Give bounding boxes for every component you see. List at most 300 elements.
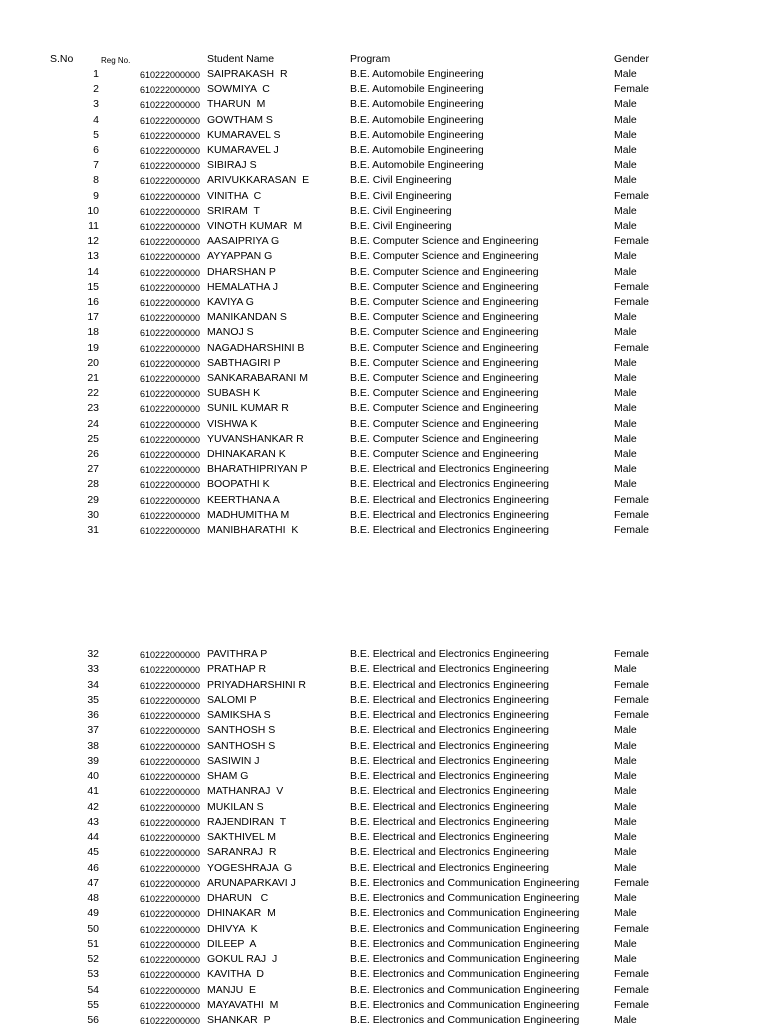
reg-no-cell: 610222000000 [140,282,201,293]
program-cell: B.E. Electrical and Electronics Engineering [350,678,550,691]
reg-no-cell: 610222000000 [140,206,201,217]
program-cell: B.E. Computer Science and Engineering [350,326,539,339]
sno-cell: 1 [93,68,99,80]
student-name-cell: SAMIKSHA S [207,709,271,721]
gender-cell: Female [614,524,650,536]
sno-cell: 43 [87,815,99,828]
program-cell: B.E. Automobile Engineering [350,98,484,111]
program-cell: B.E. Electrical and Electronics Engineering [350,478,550,491]
reg-no-cell: 610222000000 [140,404,201,415]
student-name-cell: BHARATHIPRIYAN P [207,463,308,476]
program-cell: B.E. Computer Science and Engineering [350,250,539,263]
reg-no-cell: 610222000000 [140,665,201,676]
reg-no-cell: 610222000000 [140,1000,201,1011]
reg-no-cell: 610222000000 [140,358,201,369]
sno-cell: 22 [87,387,99,400]
sno-cell: 35 [87,693,99,706]
table-row [0,341,768,356]
sno-cell: 48 [87,892,99,904]
sno-cell: 24 [87,417,99,430]
gender-cell: Male [614,953,637,965]
table-row [0,861,768,876]
sno-cell: 28 [87,478,99,491]
student-name-cell: VINOTH KUMAR M [207,220,303,232]
program-cell: B.E. Electrical and Electronics Engineering [350,663,550,676]
sno-cell: 53 [87,968,99,981]
gender-cell: Male [614,250,637,263]
student-name-cell: MANIBHARATHI K [207,524,299,536]
gender-cell: Male [614,770,637,782]
sno-cell: 4 [93,113,99,126]
program-cell: B.E. Electronics and Communication Engineering [350,953,580,965]
table-row [0,769,768,784]
gender-cell: Female [614,280,650,293]
table-row [0,234,768,249]
reg-no-cell: 610222000000 [140,450,201,460]
reg-no-cell: 610222000000 [140,848,201,859]
sno-cell: 16 [87,296,99,308]
table-row [0,662,768,677]
program-cell: B.E. Computer Science and Engineering [350,265,539,278]
sno-cell: 19 [87,341,99,354]
program-cell: B.E. Electrical and Electronics Engineering [350,709,550,721]
gender-cell: Male [614,846,637,859]
reg-no-cell: 610222000000 [140,939,201,950]
sno-cell: 8 [93,174,99,187]
gender-cell: Female [614,189,650,202]
gender-cell: Female [614,83,650,96]
table-row [0,983,768,998]
gender-cell: Male [614,387,637,400]
sno-cell: 10 [87,204,99,217]
sno-cell: 21 [87,372,99,384]
student-name-cell: KUMARAVEL J [207,144,279,156]
gender-cell: Male [614,448,637,460]
sno-cell: 11 [88,220,99,232]
table-row [0,113,768,128]
student-name-cell: MATHANRAJ V [207,785,284,798]
student-name-cell: AYYAPPAN G [207,250,273,263]
gender-cell: Male [614,724,637,737]
table-row [0,447,768,462]
gender-cell: Female [614,693,650,706]
sno-cell: 26 [87,448,99,460]
table-row [0,830,768,845]
student-name-cell: NAGADHARSHINI B [207,341,305,354]
table-row [0,280,768,295]
table-row [0,82,768,97]
program-cell: B.E. Civil Engineering [350,204,452,217]
student-name-cell: ARIVUKKARASAN E [207,174,310,187]
student-name-cell: GOWTHAM S [207,113,273,126]
program-cell: B.E. Electrical and Electronics Engineering [350,815,550,828]
reg-no-cell: 610222000000 [140,741,201,752]
reg-no-cell: 610222000000 [140,650,201,660]
table-row [0,477,768,492]
sno-cell: 12 [87,235,99,248]
reg-no-cell: 610222000000 [140,787,201,798]
student-name-cell: THARUN M [207,98,266,111]
sno-cell: 52 [87,953,99,965]
reg-no-cell: 610222000000 [140,267,201,278]
table-row [0,325,768,340]
table-row [0,708,768,723]
reg-no-cell: 610222000000 [140,894,201,904]
reg-no-cell: 610222000000 [140,863,201,874]
gender-cell: Male [614,265,637,278]
sno-cell: 49 [87,907,99,920]
reg-no-cell: 610222000000 [140,313,201,324]
sno-cell: 44 [87,831,99,843]
sno-cell: 13 [87,250,99,263]
student-name-cell: MADHUMITHA M [207,508,290,521]
reg-no-cell: 610222000000 [140,495,201,506]
table-row [0,356,768,371]
sno-cell: 7 [93,159,99,172]
gender-cell: Male [614,68,637,80]
table-row [0,204,768,219]
reg-no-cell: 610222000000 [140,176,201,187]
program-cell: B.E. Computer Science and Engineering [350,448,539,460]
reg-no-cell: 610222000000 [140,389,201,400]
reg-no-cell: 610222000000 [140,680,201,691]
reg-no-cell: 610222000000 [140,298,201,308]
student-name-cell: SAKTHIVEL M [207,831,277,843]
program-cell: B.E. Electrical and Electronics Engineering [350,508,550,521]
gender-cell: Male [614,785,637,798]
sno-cell: 6 [93,144,99,156]
student-name-cell: SOWMIYA C [207,83,270,96]
gender-cell: Male [614,663,637,676]
student-name-cell: MANJU E [207,983,257,996]
gender-cell: Male [614,861,637,874]
sno-cell: 40 [87,770,99,782]
gender-cell: Male [614,326,637,339]
sno-cell: 25 [87,432,99,445]
program-cell: B.E. Automobile Engineering [350,159,484,172]
reg-no-cell: 610222000000 [140,328,201,339]
sno-cell: 3 [93,98,99,111]
table-row [0,401,768,416]
student-name-cell: MANOJ S [207,326,254,339]
program-cell: B.E. Civil Engineering [350,174,452,187]
table-row [0,845,768,860]
gender-cell: Male [614,417,637,430]
program-cell: B.E. Automobile Engineering [350,113,484,126]
table-row [0,754,768,769]
sno-cell: 30 [87,508,99,521]
program-cell: B.E. Electronics and Communication Engineering [350,892,580,904]
student-name-cell: HEMALATHA J [207,280,278,293]
gender-cell: Female [614,648,650,660]
table-row [0,432,768,447]
sno-cell: 32 [87,648,99,660]
reg-no-cell: 610222000000 [140,955,201,965]
reg-no-cell: 610222000000 [140,343,201,354]
gender-cell: Female [614,296,650,308]
student-name-cell: KAVITHA D [207,968,264,981]
reg-no-cell: 610222000000 [140,711,201,721]
reg-no-cell: 610222000000 [140,161,201,172]
student-name-cell: SAIPRAKASH R [207,68,288,80]
program-cell: B.E. Automobile Engineering [350,68,484,80]
reg-no-cell: 610222000000 [140,909,201,920]
gender-cell: Male [614,478,637,491]
reg-no-cell: 610222000000 [140,465,201,476]
reg-no-cell: 610222000000 [140,146,201,156]
header-reg-no: Reg No. [101,56,131,65]
table-row [0,143,768,158]
reg-no-cell: 610222000000 [140,434,201,445]
table-row [0,815,768,830]
gender-cell: Male [614,220,637,232]
table-row [0,310,768,325]
reg-no-cell: 610222000000 [140,772,201,782]
reg-no-cell: 610222000000 [140,726,201,737]
student-name-cell: SUBASH K [207,387,261,400]
student-name-cell: SALOMI P [207,693,257,706]
student-name-cell: SUNIL KUMAR R [207,402,289,415]
student-name-cell: KEERTHANA A [207,493,280,506]
student-name-cell: KAVIYA G [207,296,254,308]
student-name-cell: SARANRAJ R [207,846,277,859]
program-cell: B.E. Civil Engineering [350,189,452,202]
program-cell: B.E. Electronics and Communication Engineering [350,983,580,996]
sno-cell: 15 [87,280,99,293]
program-cell: B.E. Computer Science and Engineering [350,341,539,354]
header-gender: Gender [614,53,650,65]
table-row [0,723,768,738]
table-row [0,678,768,693]
student-name-cell: VISHWA K [207,417,258,430]
gender-cell: Male [614,432,637,445]
student-name-cell: MAYAVATHI M [207,998,279,1011]
reg-no-cell: 610222000000 [140,878,201,889]
table-header [0,52,768,67]
sno-cell: 31 [87,524,99,536]
gender-cell: Female [614,998,650,1011]
gender-cell: Male [614,311,637,324]
gender-cell: Male [614,174,637,187]
program-cell: B.E. Electrical and Electronics Engineering [350,524,550,536]
student-name-cell: KUMARAVEL S [207,128,281,141]
reg-no-cell: 610222000000 [140,85,201,96]
program-cell: B.E. Computer Science and Engineering [350,311,539,324]
program-cell: B.E. Electrical and Electronics Engineering [350,846,550,859]
program-cell: B.E. Computer Science and Engineering [350,372,539,384]
sno-cell: 51 [87,937,99,950]
gender-cell: Female [614,709,650,721]
header-sno: S.No [50,53,74,65]
sno-cell: 5 [93,128,99,141]
gender-cell: Male [614,402,637,415]
table-row [0,739,768,754]
program-cell: B.E. Electrical and Electronics Engineering [350,800,550,813]
program-cell: B.E. Electrical and Electronics Engineering [350,493,550,506]
student-name-cell: SASIWIN J [207,754,260,767]
sno-cell: 20 [87,356,99,369]
sno-cell: 41 [87,785,99,798]
sno-cell: 39 [87,754,99,767]
table-row [0,265,768,280]
program-cell: B.E. Computer Science and Engineering [350,280,539,293]
gender-cell: Female [614,235,650,248]
program-cell: B.E. Computer Science and Engineering [350,402,539,415]
gender-cell: Male [614,739,637,752]
program-cell: B.E. Computer Science and Engineering [350,296,539,308]
gender-cell: Male [614,907,637,920]
reg-no-cell: 610222000000 [140,817,201,828]
student-name-cell: YOGESHRAJA G [207,861,293,874]
table-row [0,128,768,143]
reg-no-cell: 610222000000 [140,237,201,248]
gender-cell: Female [614,922,650,935]
student-name-cell: SANTHOSH S [207,724,276,737]
student-name-cell: SHANKAR P [207,1014,271,1026]
header-student-name: Student Name [207,53,275,65]
sno-cell: 47 [87,876,99,889]
table-row [0,1013,768,1028]
sno-cell: 18 [87,326,99,339]
table-row [0,371,768,386]
student-name-cell: DHINAKAR M [207,907,276,920]
gender-cell: Female [614,493,650,506]
student-name-cell: SRIRAM T [207,204,260,217]
program-cell: B.E. Computer Science and Engineering [350,417,539,430]
reg-no-cell: 610222000000 [140,222,201,232]
table-row [0,493,768,508]
gender-cell: Male [614,937,637,950]
table-row [0,876,768,891]
sno-cell: 27 [87,463,99,476]
gender-cell: Male [614,356,637,369]
student-name-cell: SIBIRAJ S [207,159,257,172]
table-row [0,998,768,1013]
table-row [0,386,768,401]
table-row [0,800,768,815]
program-cell: B.E. Automobile Engineering [350,144,484,156]
reg-no-cell: 610222000000 [140,100,201,111]
reg-no-cell: 610222000000 [140,970,201,981]
student-name-cell: SANTHOSH S [207,739,276,752]
table-row [0,647,768,662]
gender-cell: Female [614,876,650,889]
table-row [0,158,768,173]
program-cell: B.E. Civil Engineering [350,220,452,232]
reg-no-cell: 610222000000 [140,756,201,767]
table-row [0,97,768,112]
table-row [0,784,768,799]
reg-no-cell: 610222000000 [140,985,201,996]
student-name-cell: SANKARABARANI M [207,372,308,384]
program-cell: B.E. Electronics and Communication Engineering [350,922,580,935]
student-name-cell: DHINAKARAN K [207,448,286,460]
sno-cell: 33 [87,663,99,676]
program-cell: B.E. Electronics and Communication Engineering [350,1014,580,1026]
gender-cell: Female [614,508,650,521]
program-cell: B.E. Electrical and Electronics Engineering [350,861,550,874]
table-row [0,952,768,967]
student-name-cell: DHIVYA K [207,922,258,935]
program-cell: B.E. Electronics and Communication Engineering [350,907,580,920]
program-cell: B.E. Electronics and Communication Engineering [350,876,580,889]
reg-no-cell: 610222000000 [140,802,201,813]
table-row [0,67,768,82]
reg-no-cell: 610222000000 [140,191,201,202]
student-name-cell: PRATHAP R [207,663,267,676]
gender-cell: Female [614,968,650,981]
student-name-cell: DILEEP A [207,937,257,950]
sno-cell: 2 [93,83,99,96]
table-row [0,967,768,982]
reg-no-cell: 610222000000 [140,924,201,935]
sno-cell: 45 [87,846,99,859]
program-cell: B.E. Computer Science and Engineering [350,235,539,248]
gender-cell: Female [614,983,650,996]
program-cell: B.E. Electronics and Communication Engineering [350,968,580,981]
program-cell: B.E. Electrical and Electronics Engineering [350,463,550,476]
student-name-cell: SHAM G [207,770,249,782]
sno-cell: 29 [87,493,99,506]
student-name-cell: MANIKANDAN S [207,311,287,324]
gender-cell: Male [614,98,637,111]
reg-no-cell: 610222000000 [140,115,201,126]
reg-no-cell: 610222000000 [140,252,201,263]
reg-no-cell: 610222000000 [140,70,201,80]
program-cell: B.E. Electrical and Electronics Engineering [350,785,550,798]
student-name-cell: VINITHA C [207,189,262,202]
sno-cell: 23 [87,402,99,415]
reg-no-cell: 610222000000 [140,374,201,384]
gender-cell: Male [614,831,637,843]
gender-cell: Male [614,800,637,813]
reg-no-cell: 610222000000 [140,419,201,430]
student-name-cell: ARUNAPARKAVI J [207,876,296,889]
student-name-cell: BOOPATHI K [207,478,270,491]
program-cell: B.E. Electronics and Communication Engineering [350,937,580,950]
gender-cell: Female [614,678,650,691]
table-row [0,189,768,204]
table-row [0,891,768,906]
table-row [0,462,768,477]
program-cell: B.E. Electrical and Electronics Engineering [350,739,550,752]
reg-no-cell: 610222000000 [140,526,201,536]
gender-cell: Male [614,463,637,476]
program-cell: B.E. Electrical and Electronics Engineering [350,754,550,767]
sno-cell: 14 [87,265,99,278]
student-name-cell: AASAIPRIYA G [207,235,280,248]
gender-cell: Female [614,341,650,354]
table-row [0,922,768,937]
sno-cell: 55 [87,998,99,1011]
student-name-cell: YUVANSHANKAR R [207,432,304,445]
student-name-cell: PRIYADHARSHINI R [207,678,306,691]
program-cell: B.E. Electrical and Electronics Engineering [350,693,550,706]
table-row [0,693,768,708]
reg-no-cell: 610222000000 [140,130,201,141]
program-cell: B.E. Electrical and Electronics Engineering [350,724,550,737]
table-row [0,417,768,432]
sno-cell: 50 [87,922,99,935]
student-name-cell: GOKUL RAJ J [207,953,278,965]
program-cell: B.E. Automobile Engineering [350,128,484,141]
reg-no-cell: 610222000000 [140,833,201,843]
table-row [0,523,768,538]
sno-cell: 54 [87,983,99,996]
gender-cell: Male [614,815,637,828]
gender-cell: Male [614,128,637,141]
reg-no-cell: 610222000000 [140,480,201,491]
